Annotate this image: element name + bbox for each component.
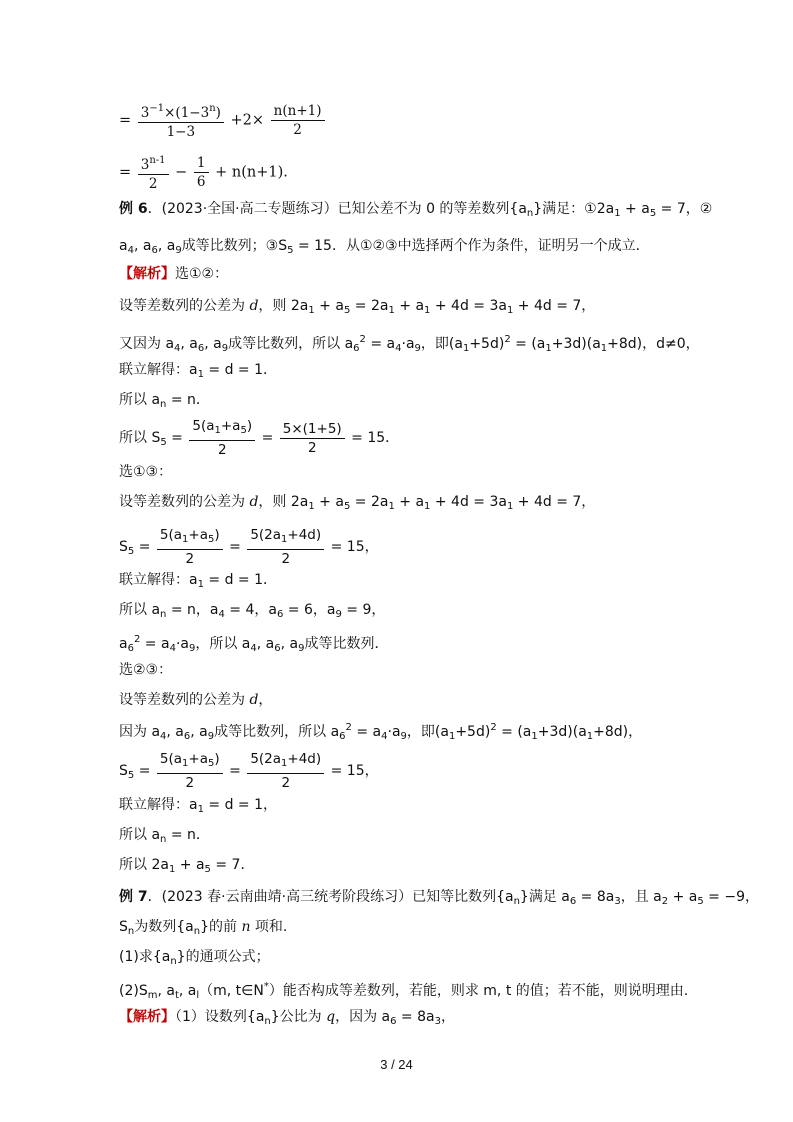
example-6-label: 例 6 bbox=[119, 201, 148, 217]
line-c3: $S_5$ = $\frac{5(a_1+a_5)}{2}$ = $\frac{5(2a_1+4d)}{2}$ = 15， bbox=[119, 751, 379, 791]
formula-line-1: = $\frac{3^{-1}\times(1-3^n)}{1-3}$ +2× $\frac{n(n+1)}{2}$ bbox=[119, 100, 327, 141]
choice-23-header: 选②③： bbox=[119, 662, 173, 678]
formula-line-2: = $\frac{3^{n-1}}{2}$ − $\frac{1}{6}$ + n(n+1). bbox=[119, 152, 288, 193]
line-a5: 所以 $S_5$ = $\frac{5(a_1+a_5)}{2}$ = $\frac{5\times(1+5)}{2}$ = 15． bbox=[119, 418, 400, 458]
example-6-line-1: 例 6．(2023·全国·高二专题练习）已知公差不为 0 的等差数列$\{a_n\}$满足：$①2a_1 + a_5 = 7$，② bbox=[119, 201, 713, 219]
example-7-label: 例 7 bbox=[119, 889, 148, 905]
example-7-line-2: $S_n$为数列$\{a_n\}$的前 n 项和. bbox=[119, 919, 288, 937]
line-b5: $a_6^2 = a_4\cdot a_9$，所以 $a_4$, $a_6$, $a_9$成等比数列． bbox=[119, 634, 389, 654]
analysis-1-header: 【解析】选①②： bbox=[119, 266, 229, 282]
choice-13-header: 选①③： bbox=[119, 464, 173, 480]
line-a2: 又因为 $a_4$, $a_6$, $a_9$成等比数列，所以 $a_6^2 = a_4\cdot a_9$，即$(a_1+5d)^2 = (a_1+3d)(a_1+8d)$，d≠0， bbox=[119, 334, 700, 354]
line-c5: 所以 $a_n = n$． bbox=[119, 827, 210, 845]
line-c2: 因为 $a_4$, $a_6$, $a_9$成等比数列，所以 $a_6^2 = a_4\cdot a_9$，即$(a_1+5d)^2 = (a_1+3d)(a_1+8d)$， bbox=[119, 722, 643, 742]
example-7-q1: (1)求$\{a_n\}$的通项公式； bbox=[119, 949, 270, 967]
page-number: 3 / 24 bbox=[380, 1057, 413, 1072]
example-6-line-2: $a_4$, $a_6$, $a_9$成等比数列；$③S_5 = 15$．从①②③中选择两个作为条件，证明另一个成立． bbox=[119, 238, 650, 256]
line-b4: 所以 $a_n = n$，$a_4 = 4$，$a_6 = 6$，$a_9 = 9$， bbox=[119, 602, 386, 620]
line-a4: 所以 $a_n = n$． bbox=[119, 392, 210, 410]
line-c4: 联立解得：$a_1 = d = 1$， bbox=[119, 797, 278, 815]
line-c6: 所以 $2a_1 + a_5 = 7$． bbox=[119, 857, 255, 875]
line-b1: 设等差数列的公差为 d，则 $2a_1 + a_5 = 2a_1 + a_1 + 4d = 3a_1 + 4d = 7$， bbox=[119, 494, 596, 512]
line-a3: 联立解得：$a_1 = d = 1$． bbox=[119, 362, 278, 380]
line-b3: 联立解得：$a_1 = d = 1$． bbox=[119, 572, 278, 590]
line-c1: 设等差数列的公差为 d， bbox=[119, 692, 273, 708]
example-7-line-1: 例 7．(2023 春·云南曲靖·高三统考阶段练习）已知等比数列$\{a_n\}$满足 $a_6 = 8a_3$，且 $a_2 + a_5 = -9$， bbox=[119, 889, 759, 907]
line-a1: 设等差数列的公差为 d，则 $2a_1 + a_5 = 2a_1 + a_1 + 4d = 3a_1 + 4d = 7$， bbox=[119, 298, 596, 316]
line-b2: $S_5$ = $\frac{5(a_1+a_5)}{2}$ = $\frac{5(2a_1+4d)}{2}$ = 15， bbox=[119, 527, 379, 567]
analysis-7-header: 【解析】（1）设数列$\{a_n\}$公比为 q，因为 $a_6 = 8a_3$， bbox=[119, 1009, 455, 1027]
example-7-q2: $(2)S_m$, $a_t$, $a_l(m$, t∈N*）能否构成等差数列，若能，则求 m, t 的值；若不能，则说明理由. bbox=[119, 981, 689, 1001]
